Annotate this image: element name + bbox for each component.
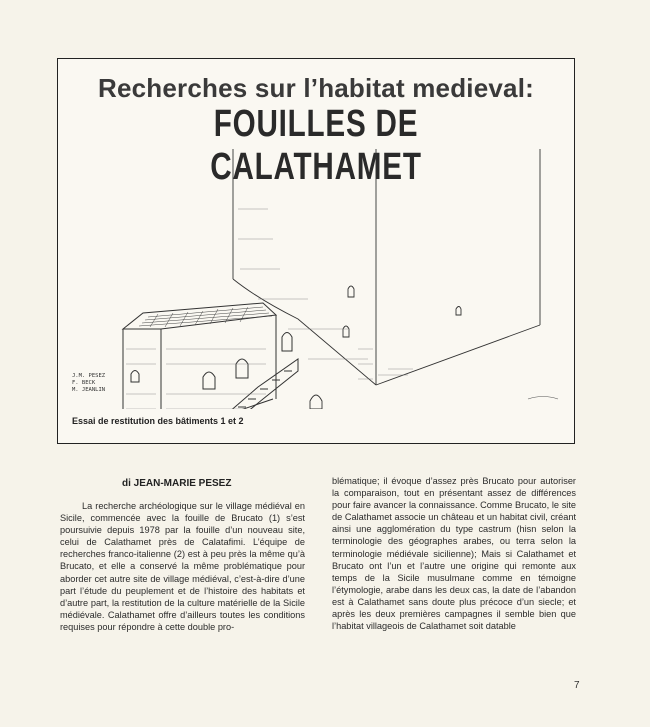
figure-frame: [57, 58, 575, 444]
title-line-2: FOUILLES DE CALATHAMET: [210, 103, 422, 188]
article-column-2: [332, 475, 576, 632]
castle-drawing: [58, 149, 574, 409]
author-line: di JEAN-MARIE PESEZ: [122, 478, 232, 489]
credit-line: F. BECK: [72, 380, 96, 386]
paragraph: blématique; il évoque d’assez près Brucato pour autoriser la comparaison, tout en présentant assez de différences pour faire avancer la connaissance. Comme Brucato, le site de Calathamet associe un château et un habitat civil, créant ainsi une agglomération du type castrum (hisn selon la terminologie des géographes arabes, ou terra selon la terminologie médiévale sicilienne); Mais si Calathamet et Brucato ont l’un et l’autre une origine qui remonte aux temps de la Sicile musulmane comme en témoigne l’étymologie, arabe dans les deux cas, la date de l’abandon est à Calathamet sans doute plus précoce d’un siecle; et après les deux premières campagnes il semble bien que l’habitat villageois de Calathamet soit datable: [332, 476, 576, 632]
credit-line: J.M. PESEZ: [72, 373, 106, 379]
article-column-1: [60, 500, 305, 633]
paragraph: La recherche archéologique sur le village médiéval en Sicile, commencée avec la fouille de Brucato (1) s’est poursuivie depuis 1978 par la fouille d’un nouveau site, celui de Calathamet près de Calatafimi. L’équipe de recherches franco-italienne (2) est à peu près la même qu’à Brucato, et elle a conservé la même problématique pour aborder cet autre site de village médiéval, c’est-à-dire d’une part l’étude du peuplement et de l’histoire des habitats et d’autre part, la restitution de la culture matérielle de la Sicile médiévale. Calathamet offre d’ailleurs toutes les conditions requises pour répondre à cette double pro-: [60, 501, 305, 632]
figure-caption: Essai de restitution des bâtiments 1 et 2: [72, 416, 244, 426]
credit-line: M. JEANLIN: [72, 387, 106, 393]
drawing-credits: [72, 373, 105, 394]
page-number: 7: [574, 680, 580, 691]
title-line-1: Recherches sur l’habitat medieval:: [98, 73, 534, 103]
